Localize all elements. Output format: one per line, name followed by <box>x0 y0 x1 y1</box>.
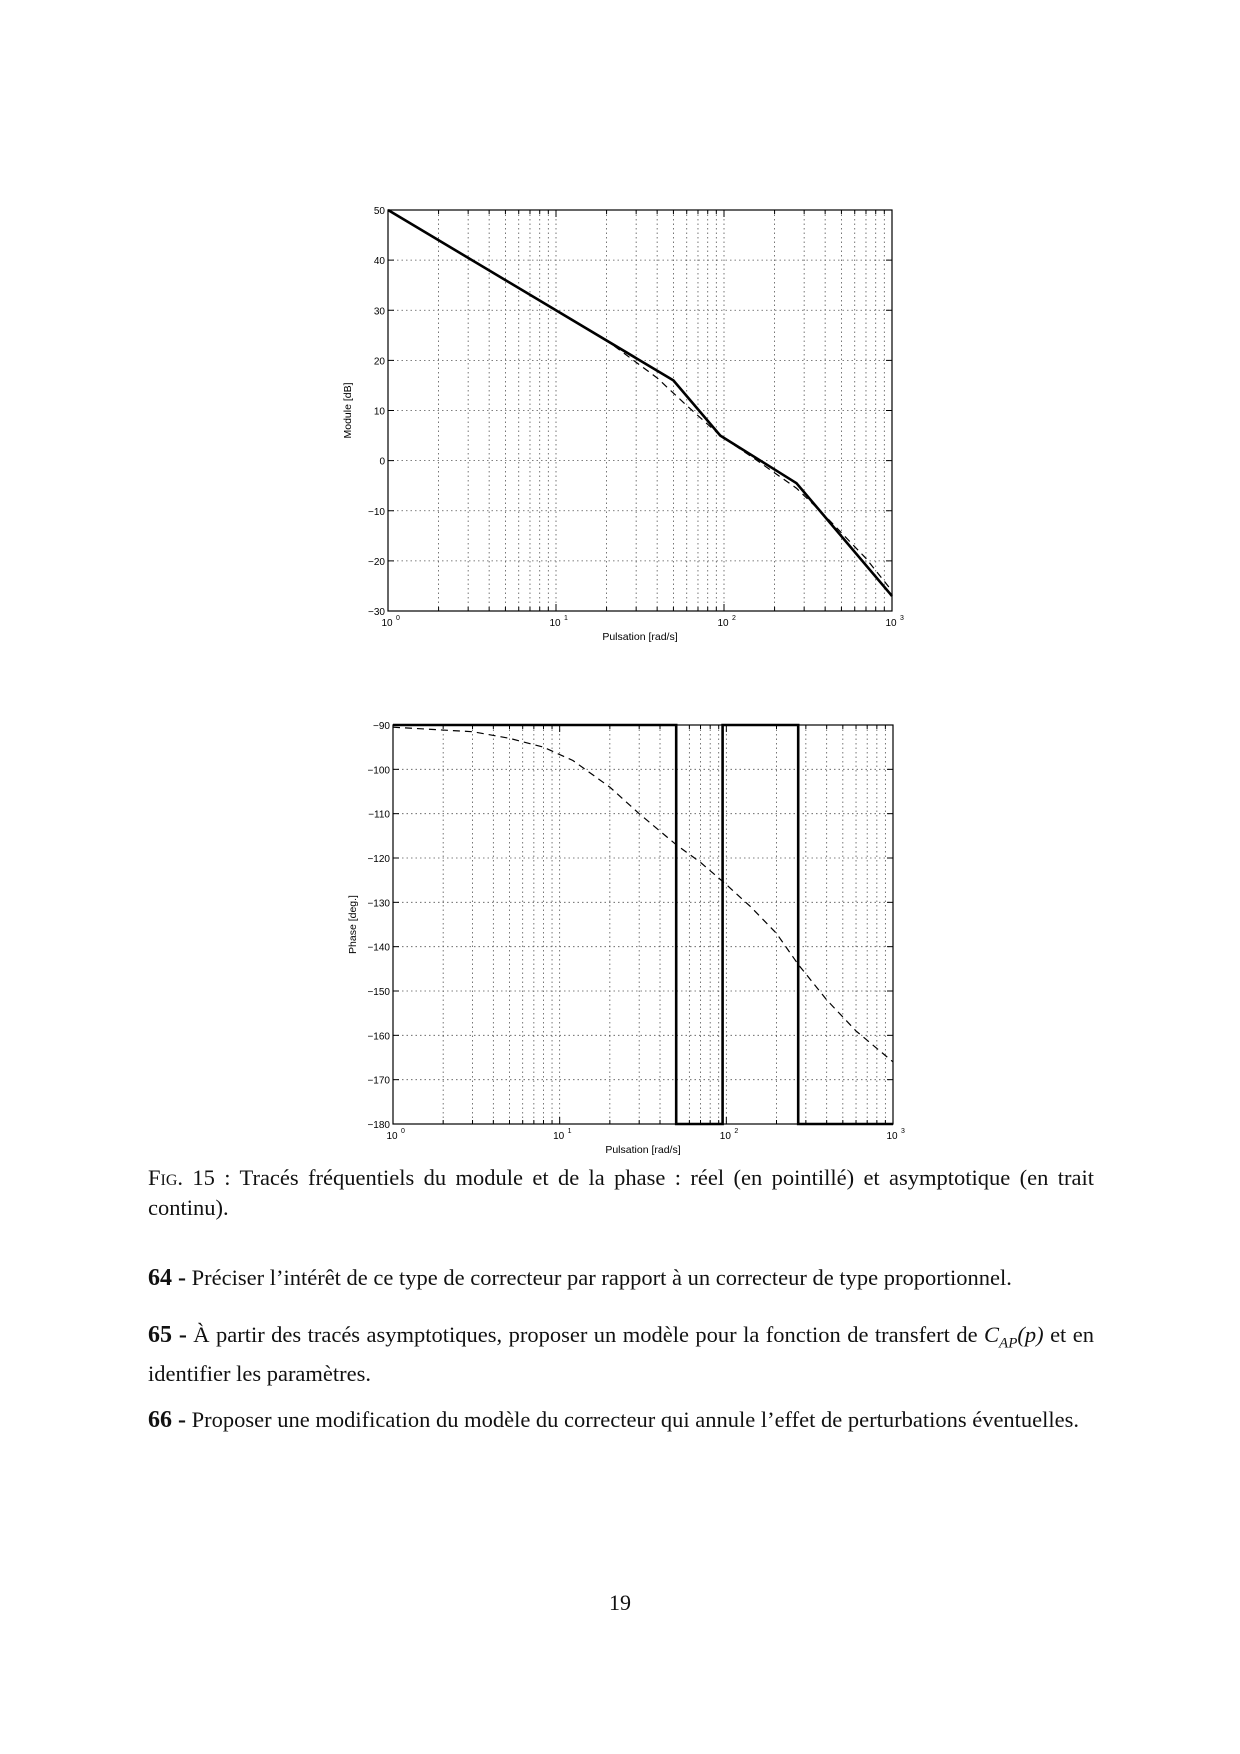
question-text-after: et en identifier les paramètres. <box>148 1322 1094 1386</box>
y-tick-label: −10 <box>368 506 385 518</box>
y-tick-label: 40 <box>373 256 385 268</box>
math-symbol: C <box>984 1322 1000 1347</box>
x-tick-label <box>717 615 736 629</box>
question-text: Proposer une modification du modèle du correcteur qui annule l’effet de perturbations éventuelles. <box>186 1407 1080 1432</box>
x-tick-label <box>885 615 904 629</box>
x-tick-label-base: 10 <box>381 618 393 629</box>
question-text: Préciser l’intérêt de ce type de correcteur par rapport à un correcteur de type proportionnel. <box>186 1265 1012 1290</box>
x-tick-label <box>386 1128 405 1142</box>
x-tick-label-exponent: 1 <box>567 1128 572 1135</box>
x-axis-label: Pulsation [rad/s] <box>602 631 678 643</box>
x-tick-label-exponent: 1 <box>564 615 568 622</box>
y-tick-label: −140 <box>367 942 390 954</box>
x-tick-label-exponent: 0 <box>401 1128 405 1135</box>
x-tick-label-exponent: 0 <box>396 615 400 622</box>
y-tick-label: −130 <box>367 898 390 910</box>
y-tick-label: −100 <box>367 765 390 777</box>
y-tick-label: 0 <box>379 456 385 468</box>
question-64 <box>148 1263 1094 1293</box>
x-tick-label-base: 10 <box>549 618 561 629</box>
y-tick-label: −120 <box>367 854 390 865</box>
x-tick-label-base: 10 <box>717 618 729 629</box>
x-tick-label <box>720 1128 739 1142</box>
y-tick-label: −170 <box>367 1075 390 1087</box>
plot-frame <box>393 725 893 1124</box>
x-tick-label-base: 10 <box>885 618 897 629</box>
x-tick-label <box>553 1128 572 1142</box>
y-tick-label: −20 <box>368 556 385 568</box>
y-tick-label: 20 <box>373 356 385 368</box>
x-tick-label <box>381 615 400 629</box>
y-tick-label: −150 <box>367 987 390 998</box>
x-tick-label-base: 10 <box>719 1131 731 1142</box>
page-number: 19 <box>609 1590 631 1615</box>
x-axis-label: Pulsation [rad/s] <box>605 1144 681 1156</box>
y-tick-label: −160 <box>367 1031 390 1043</box>
real-curve-series <box>388 210 892 591</box>
grid <box>388 210 892 611</box>
grid <box>393 725 893 1124</box>
y-axis-label: Phase [deg.] <box>347 895 359 954</box>
x-tick-label-exponent: 3 <box>901 1128 905 1135</box>
caption-text: 15 : Tracés fréquentiels du module et de la phase : réel (en pointillé) et asymptotique (en trait continu). <box>148 1165 1094 1220</box>
phase-chart <box>0 690 1240 1210</box>
question-number: 66 - <box>148 1407 186 1433</box>
question-65 <box>148 1320 1094 1389</box>
y-tick-label: 50 <box>373 206 385 217</box>
y-tick-label: −90 <box>373 721 390 732</box>
x-tick-label-base: 10 <box>553 1131 565 1142</box>
asymptotic-series <box>393 725 893 1124</box>
x-tick-label-exponent: 2 <box>732 615 736 622</box>
x-tick-label-base: 10 <box>386 1131 398 1142</box>
y-tick-label: −30 <box>368 607 385 618</box>
figure-label: Fig. <box>148 1165 184 1190</box>
x-tick-label <box>886 1128 905 1142</box>
y-tick-label: −110 <box>368 809 390 821</box>
x-tick-label-exponent: 2 <box>734 1128 739 1135</box>
x-tick-label-base: 10 <box>886 1131 898 1142</box>
asymptotic-series <box>388 210 892 596</box>
y-tick-label: 10 <box>373 406 385 418</box>
math-subscript: AP <box>999 1335 1018 1352</box>
question-66 <box>148 1405 1094 1435</box>
x-tick-label-exponent: 3 <box>900 615 904 622</box>
y-tick-label: 30 <box>373 306 385 318</box>
real-curve-series <box>393 727 893 1062</box>
figure-caption <box>148 1163 1094 1223</box>
question-number: 65 - <box>148 1322 187 1348</box>
question-number: 64 - <box>148 1265 186 1291</box>
y-axis-label: Module [dB] <box>342 382 354 439</box>
y-tick-label: −180 <box>367 1120 390 1131</box>
math-args: (p) <box>1017 1322 1044 1347</box>
question-text: À partir des tracés asymptotiques, proposer un modèle pour la fonction de transfert de <box>186 1322 985 1347</box>
x-tick-label <box>549 615 568 629</box>
